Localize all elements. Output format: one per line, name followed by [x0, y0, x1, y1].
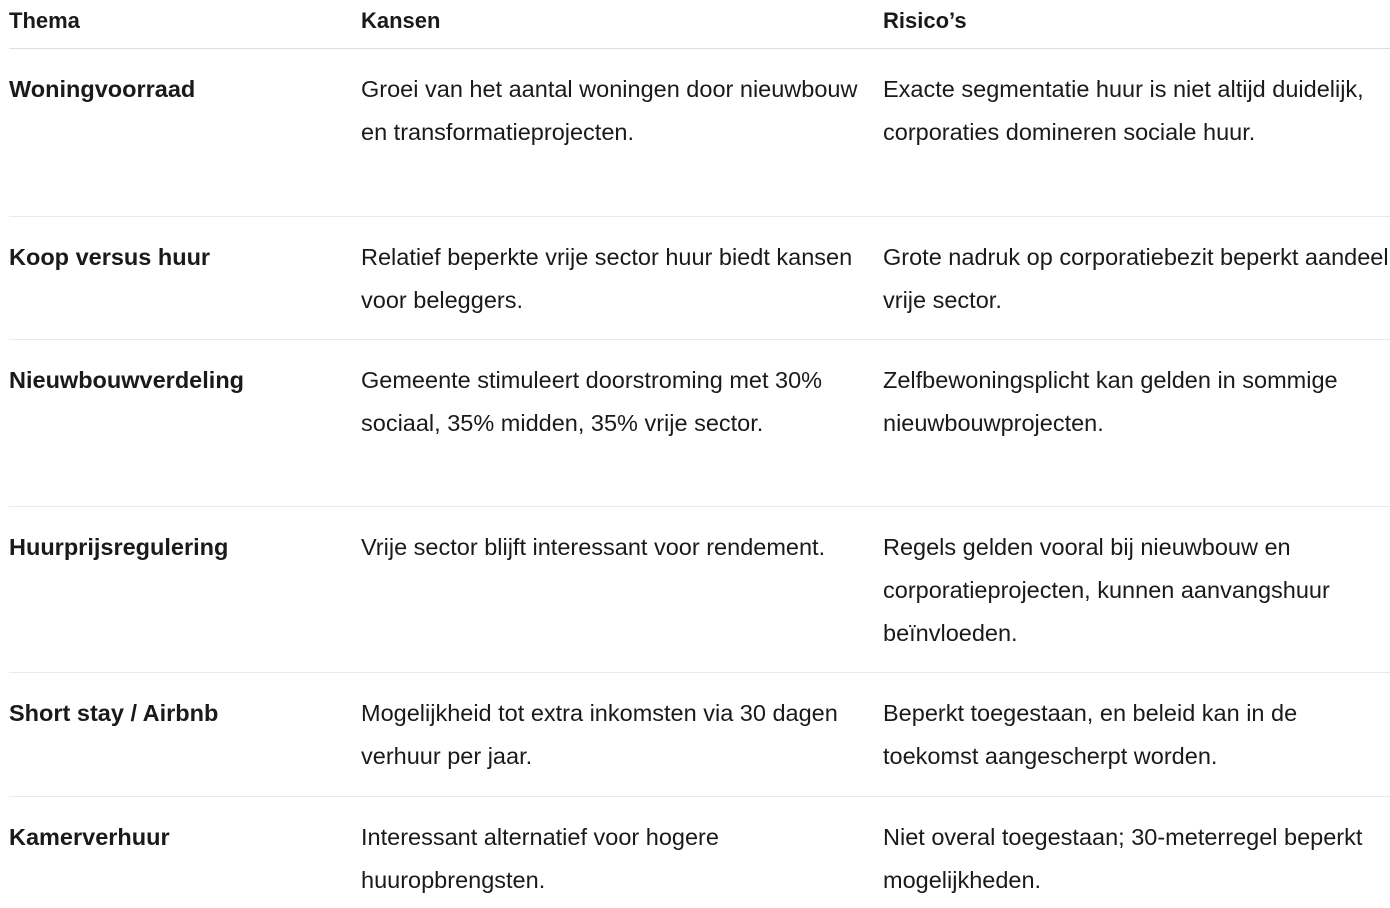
cell-risicos: Zelfbewoningsplicht kan gelden in sommige nieuwbouwprojecten.: [883, 367, 1338, 436]
header-kansen: Kansen: [361, 8, 441, 33]
cell-kansen: Mogelijkheid tot extra inkomsten via 30 dagen verhuur per jaar.: [361, 700, 838, 769]
comparison-table: [9, 0, 1390, 908]
cell-thema: Koop versus huur: [9, 244, 211, 270]
cell-thema: Kamerverhuur: [9, 824, 170, 850]
cell-thema: Woningvoorraad: [9, 76, 196, 102]
cell-risicos: Beperkt toegestaan, en beleid kan in de toekomst aangescherpt worden.: [883, 700, 1298, 769]
table-row: [9, 340, 1390, 507]
cell-thema: Nieuwbouwverdeling: [9, 367, 245, 393]
table-row: [9, 673, 1390, 797]
cell-risicos: Regels gelden vooral bij nieuwbouw en corporatieprojecten, kunnen aanvangshuur beïnvloeden.: [883, 534, 1330, 646]
header-thema: Thema: [9, 8, 80, 33]
table-row: [9, 217, 1390, 340]
cell-kansen: Groei van het aantal woningen door nieuwbouw en transformatieprojecten.: [361, 76, 858, 145]
cell-kansen: Relatief beperkte vrije sector huur biedt kansen voor beleggers.: [361, 244, 853, 313]
cell-risicos: Exacte segmentatie huur is niet altijd duidelijk, corporaties domineren sociale huur.: [883, 76, 1364, 145]
cell-thema: Huurprijsregulering: [9, 534, 229, 560]
cell-risicos: Grote nadruk op corporatiebezit beperkt aandeel vrije sector.: [883, 244, 1389, 313]
cell-thema: Short stay / Airbnb: [9, 700, 219, 726]
table-header-row: [9, 0, 1390, 49]
table-row: [9, 507, 1390, 673]
cell-kansen: Interessant alternatief voor hogere huuropbrengsten.: [361, 824, 719, 893]
cell-risicos: Niet overal toegestaan; 30-meterregel beperkt mogelijkheden.: [883, 824, 1363, 893]
cell-kansen: Gemeente stimuleert doorstroming met 30% sociaal, 35% midden, 35% vrije sector.: [361, 367, 823, 436]
cell-kansen: Vrije sector blijft interessant voor rendement.: [361, 534, 826, 560]
table-row: [9, 49, 1390, 217]
header-risicos: Risico’s: [883, 8, 967, 33]
table-row: [9, 797, 1390, 908]
